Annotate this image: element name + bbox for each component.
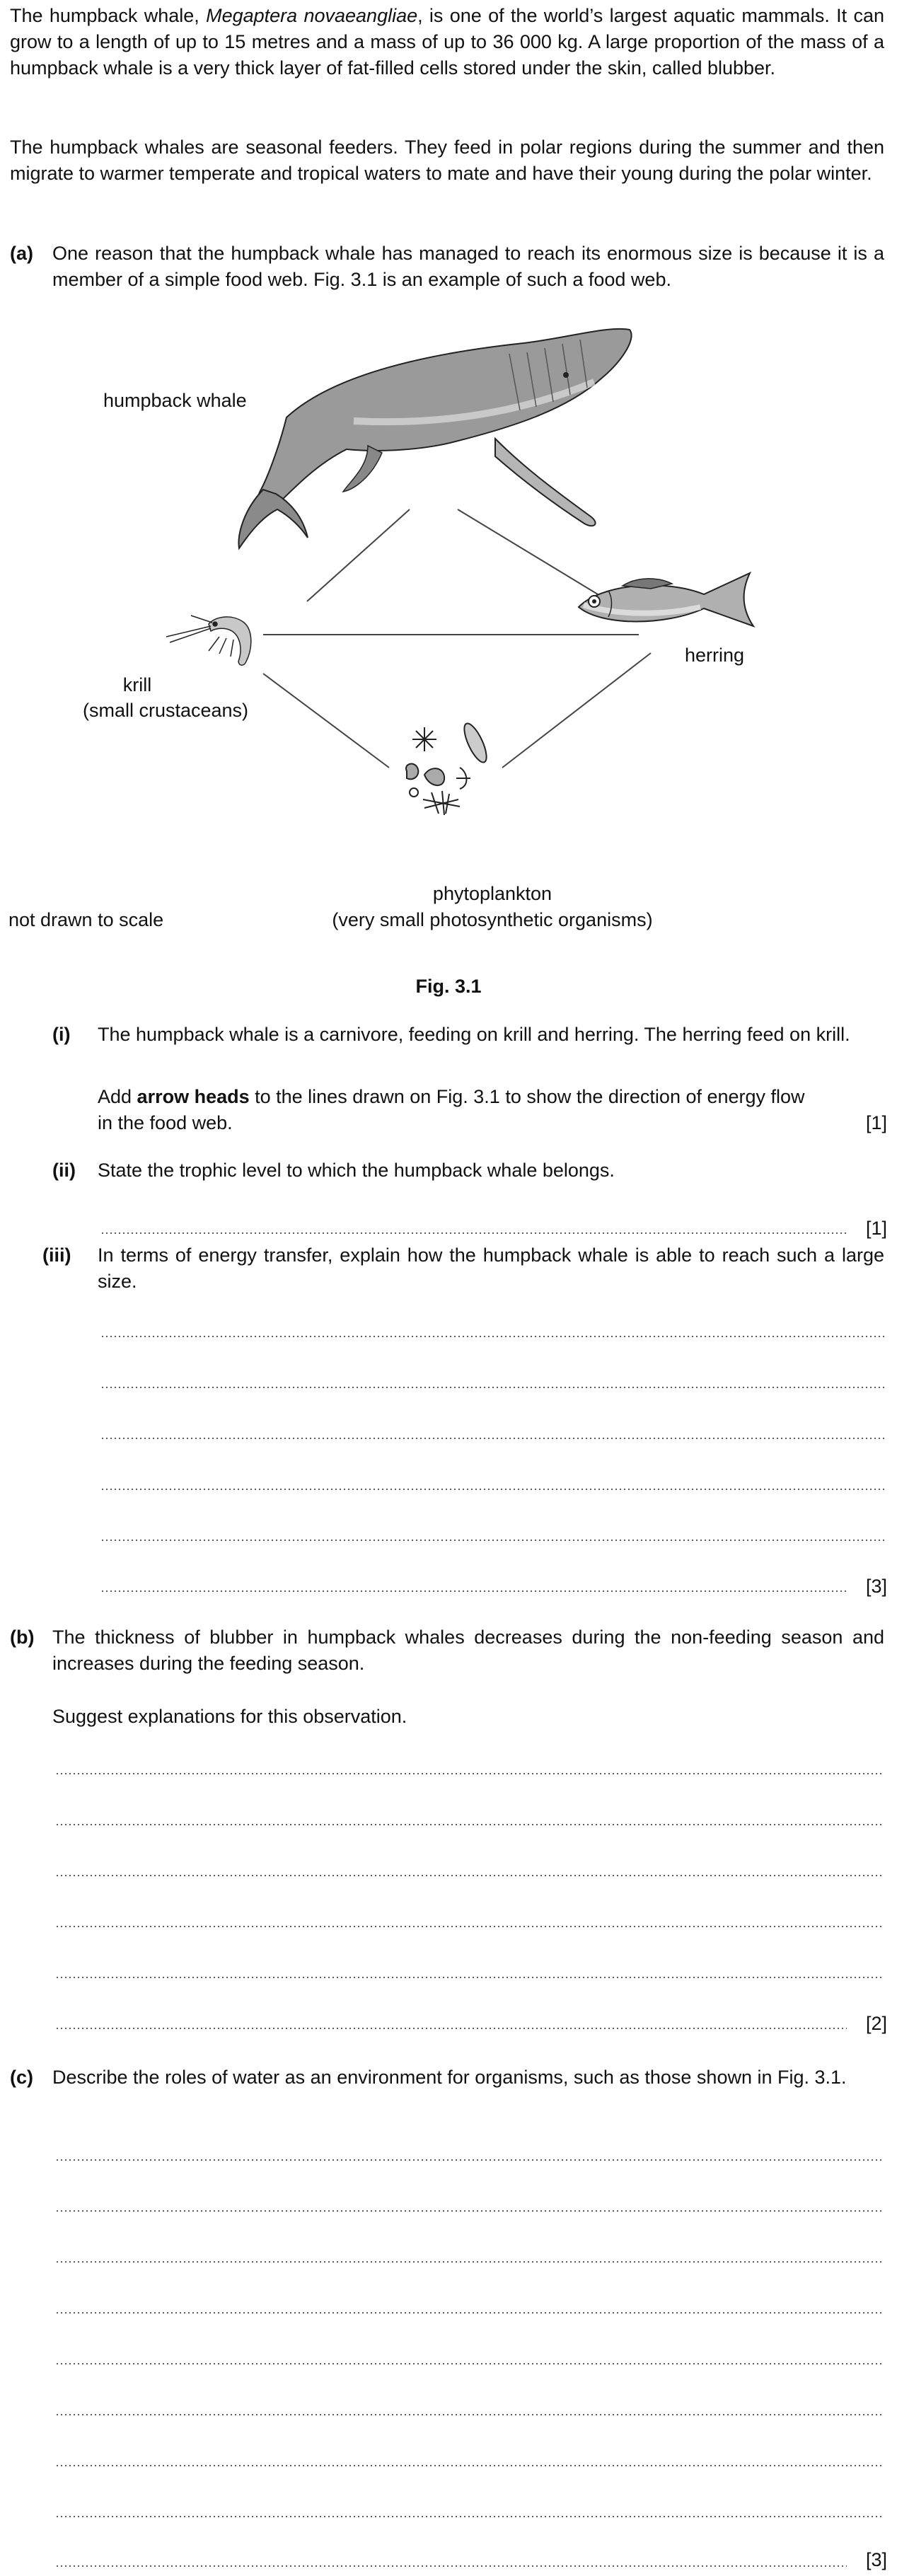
part-a-iii-label: (iii) [42, 1244, 71, 1266]
intro-paragraph-2: The humpback whales are seasonal feeders. They feed in polar regions during the summer and then migrate to warmer temperate and tropical waters to mate and have their young during the polar winter. [10, 137, 884, 184]
answer-line-a-ii[interactable] [100, 1232, 847, 1234]
instruction-text: Add [98, 1086, 137, 1107]
part-a-iii-text: In terms of energy transfer, explain how the humpback whale is able to reach such a large size. [98, 1244, 884, 1292]
species-name: Megaptera novaeangliae [206, 5, 418, 26]
scale-note: not drawn to scale [8, 909, 164, 930]
answer-line-c-3[interactable] [55, 2261, 884, 2263]
part-b-text: The thickness of blubber in humpback whales decreases during the non-feeding season and increases during the feeding season. [52, 1627, 884, 1674]
part-a-label: (a) [10, 243, 33, 264]
answer-line-c-6[interactable] [55, 2414, 884, 2415]
krill-sublabel: (small crustaceans) [82, 700, 249, 721]
answer-line-b-5[interactable] [55, 1977, 884, 1978]
answer-line-a-iii-2[interactable] [100, 1387, 884, 1388]
line-phyto-herring[interactable] [502, 653, 651, 768]
answer-line-b-6[interactable] [55, 2028, 847, 2029]
answer-line-c-2[interactable] [55, 2210, 884, 2212]
line-herring-whale[interactable] [458, 509, 598, 594]
answer-line-c-4[interactable] [55, 2312, 884, 2314]
phytoplankton-label: phytoplankton [432, 883, 552, 904]
line-phyto-krill[interactable] [263, 674, 389, 768]
part-b-mark: [2] [865, 2013, 887, 2034]
whale-label: humpback whale [103, 390, 247, 411]
answer-line-c-8[interactable] [55, 2516, 884, 2517]
answer-line-b-1[interactable] [55, 1773, 884, 1774]
part-a-i-label: (i) [52, 1024, 71, 1045]
part-a-i-instruction [98, 1084, 805, 1136]
answer-line-c-5[interactable] [55, 2363, 884, 2364]
answer-line-c-9[interactable] [55, 2565, 847, 2567]
part-b-label: (b) [10, 1627, 35, 1648]
answer-line-a-iii-5[interactable] [100, 1540, 884, 1541]
answer-line-c-1[interactable] [55, 2159, 884, 2161]
krill-label: krill [122, 674, 152, 695]
humpback-whale-illustration [238, 329, 631, 548]
intro-paragraph-1 [10, 3, 884, 81]
answer-line-a-iii-1[interactable] [100, 1336, 884, 1337]
part-c-label: (c) [10, 2067, 33, 2088]
part-a-ii-mark: [1] [865, 1218, 887, 1239]
part-a-ii-text: State the trophic level to which the humpback whale belongs. [98, 1160, 615, 1181]
answer-line-a-iii-4[interactable] [100, 1489, 884, 1490]
instruction-emphasis: arrow heads [137, 1086, 250, 1107]
part-c-mark: [3] [865, 2549, 887, 2570]
part-a-ii-label: (ii) [52, 1160, 76, 1181]
krill-illustration [166, 616, 251, 665]
answer-line-b-3[interactable] [55, 1875, 884, 1876]
part-b-prompt: Suggest explanations for this observation. [52, 1706, 407, 1727]
part-a-i-text: The humpback whale is a carnivore, feeding on krill and herring. The herring feed on krill. [98, 1024, 850, 1045]
figure-caption: Fig. 3.1 [415, 976, 482, 997]
part-a-i-mark: [1] [865, 1112, 887, 1133]
answer-line-b-2[interactable] [55, 1824, 884, 1825]
herring-label: herring [685, 645, 745, 666]
intro-text-continued: , is one of the world’s largest aquatic mammals. It can grow to a length of up to 15 metres and a mass of up to 36 000 kg. A large proportion of the mass of a humpback whale is a very thick layer of fat-filled cells stored under the skin, called blubber. [10, 5, 884, 79]
part-a-text: One reason that the humpback whale has managed to reach its enormous size is because it is a member of a simple food web. Fig. 3.1 is an example of such a food web. [52, 243, 884, 290]
intro-text: The humpback whale, [10, 5, 207, 26]
answer-line-a-iii-6[interactable] [100, 1590, 847, 1592]
part-a-iii-mark: [3] [865, 1576, 887, 1597]
phytoplankton-sublabel: (very small photosynthetic organisms) [332, 909, 653, 930]
answer-line-a-iii-3[interactable] [100, 1438, 884, 1439]
line-krill-whale[interactable] [307, 509, 410, 601]
instruction-text-continued: to the lines drawn on Fig. 3.1 to show the direction of energy flow in the food web. [98, 1086, 805, 1133]
phytoplankton-illustration [406, 721, 491, 815]
answer-line-c-7[interactable] [55, 2465, 884, 2466]
answer-line-b-4[interactable] [55, 1926, 884, 1927]
part-c-text: Describe the roles of water as an environment for organisms, such as those shown in Fig. 3.1. [52, 2067, 847, 2088]
herring-illustration [579, 573, 753, 626]
